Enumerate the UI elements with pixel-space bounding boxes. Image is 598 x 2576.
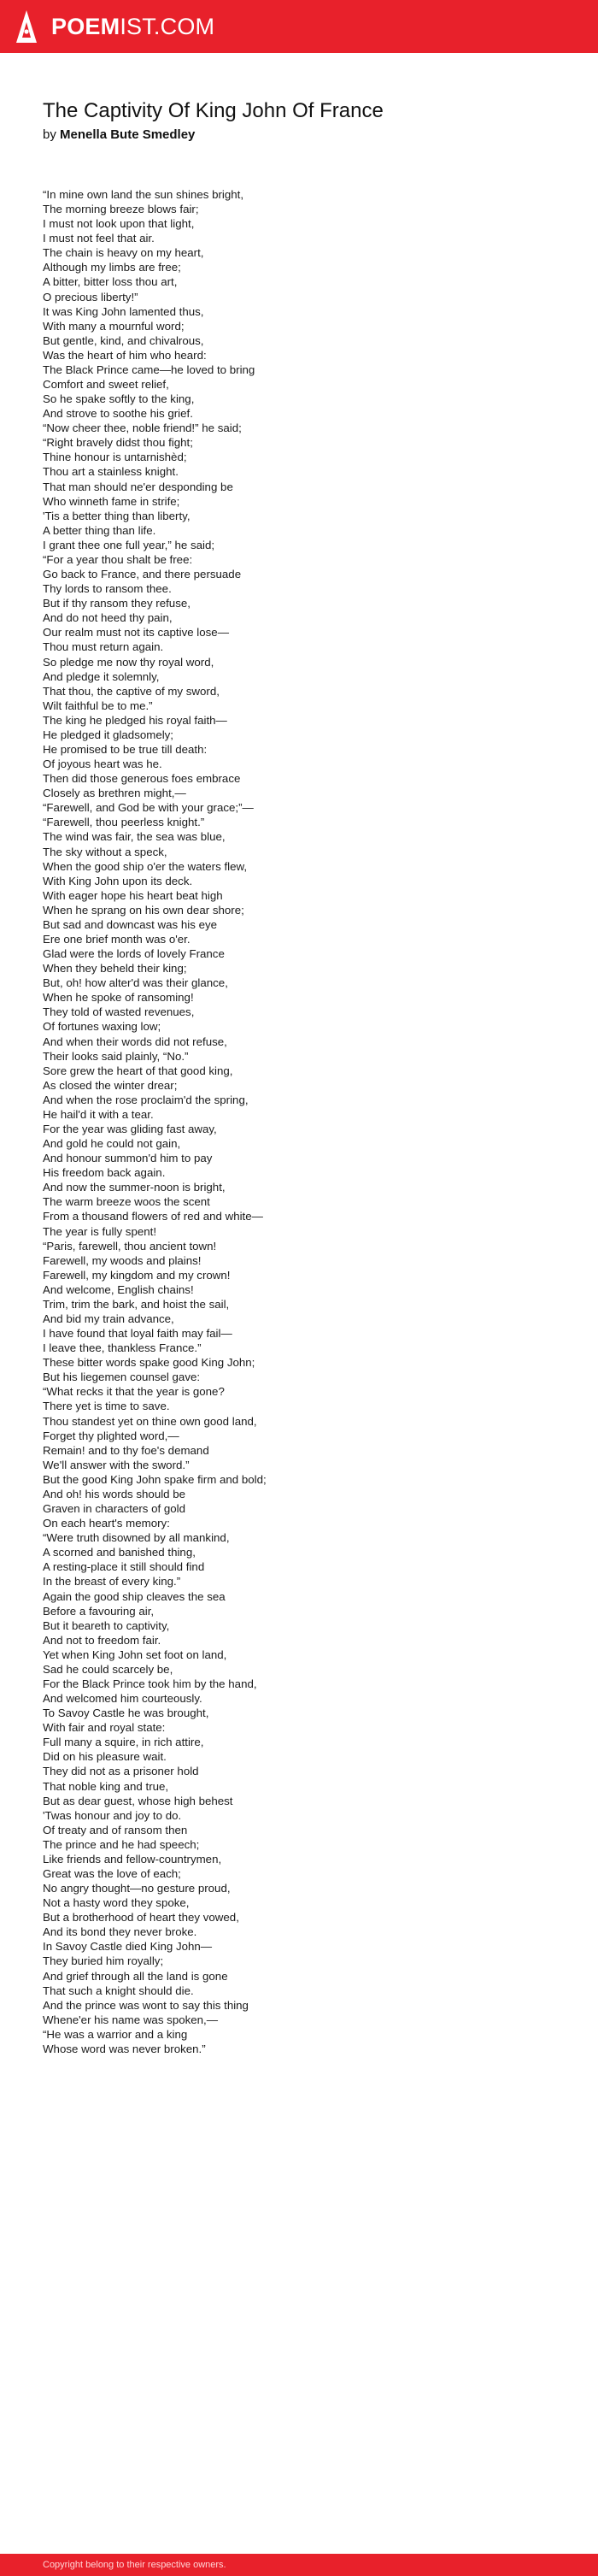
poem-line: And strove to soothe his grief.: [43, 407, 193, 421]
poem-line: I leave thee, thankless France.”: [43, 1341, 202, 1355]
poem-line: Comfort and sweet relief,: [43, 378, 169, 392]
poem-byline: [43, 127, 195, 144]
poem-line: From a thousand flowers of red and white—: [43, 1210, 263, 1223]
poem-line: As closed the winter drear;: [43, 1078, 178, 1092]
poem-line: A better thing than life.: [43, 523, 156, 537]
poem-line: When they beheld their king;: [43, 962, 187, 976]
poem-line: So pledge me now thy royal word,: [43, 655, 214, 669]
poem-line: Farewell, my kingdom and my crown!: [43, 1268, 231, 1282]
poem-line: “He was a warrior and a king: [43, 2027, 188, 2041]
poem-line: Of joyous heart was he.: [43, 757, 162, 771]
poem-line: So he spake softly to the king,: [43, 392, 195, 406]
poem-line: “What recks it that the year is gone?: [43, 1385, 225, 1399]
poem-line: The warm breeze woos the scent: [43, 1195, 210, 1209]
poem-line: O precious liberty!”: [43, 290, 138, 304]
poem-line: I grant thee one full year,” he said;: [43, 538, 215, 551]
poem-line: For the year was gliding fast away,: [43, 1123, 217, 1135]
poem-line: But his liegemen counsel gave:: [43, 1371, 201, 1384]
poem-line: That thou, the captive of my sword,: [43, 684, 220, 698]
poem-line: “Farewell, thou peerless knight.”: [43, 816, 205, 829]
poem-line: But the good King John spake firm and bold;: [43, 1472, 267, 1486]
poem-line: Of treaty and of ransom then: [43, 1823, 188, 1836]
poem-body: [43, 187, 572, 2056]
site-header: [0, 0, 598, 53]
poem-line: These bitter words spake good King John;: [43, 1356, 255, 1370]
logo-bold-text: POEM: [51, 14, 120, 39]
site-logo[interactable]: [51, 13, 214, 40]
poem-line: Glad were the lords of lovely France: [43, 947, 225, 961]
author-link[interactable]: Menella Bute Smedley: [60, 127, 196, 142]
poem-line: Thou art a stainless knight.: [43, 465, 179, 479]
poem-line: Trim, trim the bark, and hoist the sail,: [43, 1297, 230, 1311]
poem-line: And gold he could not gain,: [43, 1137, 181, 1151]
poem-line: Remain! and to thy foe's demand: [43, 1443, 209, 1457]
poem-line: A scorned and banished thing,: [43, 1546, 196, 1559]
poem-line: And honour summon'd him to pay: [43, 1152, 213, 1165]
poem-line: Of fortunes waxing low;: [43, 1020, 161, 1034]
poem-line: Thine honour is untarnishèd;: [43, 451, 187, 464]
poem-line: And now the summer-noon is bright,: [43, 1181, 226, 1194]
poem-line: The wind was fair, the sea was blue,: [43, 830, 226, 844]
poem-line: 'Tis a better thing than liberty,: [43, 509, 191, 522]
poem-line: Was the heart of him who heard:: [43, 348, 207, 362]
poem-line: Again the good ship cleaves the sea: [43, 1589, 226, 1603]
poem-line: And its bond they never broke.: [43, 1925, 197, 1939]
poem-line: With eager hope his heart beat high: [43, 888, 223, 902]
poem-line: But, oh! how alter'd was their glance,: [43, 976, 228, 990]
poem-line: Sad he could scarcely be,: [43, 1662, 173, 1676]
poem-line: In the breast of every king.”: [43, 1575, 181, 1589]
poem-line: He promised to be true till death:: [43, 742, 208, 756]
poem-line: With many a mournful word;: [43, 319, 185, 333]
poem-line: But gentle, kind, and chivalrous,: [43, 333, 204, 347]
poem-line: Sore grew the heart of that good king,: [43, 1064, 233, 1077]
poem-line: When the good ship o'er the waters flew,: [43, 859, 248, 873]
poem-line: Go back to France, and there persuade: [43, 568, 242, 581]
poem-line: Graven in characters of gold: [43, 1502, 186, 1516]
pen-nib-icon[interactable]: [15, 9, 38, 44]
poem-line: Who winneth fame in strife;: [43, 494, 180, 508]
poem-line: Although my limbs are free;: [43, 261, 181, 274]
poem-line: Not a hasty word they spoke,: [43, 1896, 190, 1910]
poem-line: And welcome, English chains!: [43, 1282, 194, 1296]
poem-line: A resting-place it still should find: [43, 1560, 205, 1574]
poem-line: And pledge it solemnly,: [43, 669, 160, 683]
poem-line: “Were truth disowned by all mankind,: [43, 1531, 230, 1545]
poem-line: His freedom back again.: [43, 1166, 166, 1180]
poem-line: When he sprang on his own dear shore;: [43, 903, 244, 917]
poem-line: Whose word was never broken.”: [43, 2042, 206, 2055]
poem-line: And the prince was wont to say this thing: [43, 1998, 249, 2012]
poem-line: No angry thought—no gesture proud,: [43, 1882, 231, 1895]
poem-line: And do not heed thy pain,: [43, 611, 173, 625]
poem-line: Forget thy plighted word,—: [43, 1429, 179, 1442]
poem-line: Our realm must not its captive lose—: [43, 626, 229, 640]
by-label: by: [43, 127, 56, 142]
poem-line: For the Black Prince took him by the hand,: [43, 1677, 257, 1690]
poem-line: They told of wasted revenues,: [43, 1005, 195, 1019]
poem-line: A bitter, bitter loss thou art,: [43, 275, 178, 289]
poem-line: The king he pledged his royal faith—: [43, 713, 227, 727]
poem-line: The sky without a speck,: [43, 845, 167, 858]
poem-line: Thou must return again.: [43, 640, 164, 654]
poem-line: And bid my train advance,: [43, 1312, 174, 1326]
poem-line: That man should ne'er desponding be: [43, 480, 233, 493]
poem-line: With fair and royal state:: [43, 1721, 166, 1735]
poem-line: There yet is time to save.: [43, 1400, 170, 1413]
poem-line: I must not feel that air.: [43, 232, 155, 245]
poem-line: But a brotherhood of heart they vowed,: [43, 1911, 239, 1925]
poem-line: With King John upon its deck.: [43, 874, 193, 887]
poem-line: The year is fully spent!: [43, 1224, 157, 1238]
poem-line: The prince and he had speech;: [43, 1837, 200, 1851]
poem-line: Great was the love of each;: [43, 1866, 181, 1880]
poem-line: “Now cheer thee, noble friend!” he said;: [43, 421, 242, 435]
poem-line: He hail'd it with a tear.: [43, 1107, 154, 1121]
poem-line: They buried him royally;: [43, 1954, 164, 1968]
poem-line: And grief through all the land is gone: [43, 1969, 228, 1983]
poem-line: “Paris, farewell, thou ancient town!: [43, 1239, 217, 1253]
poem-line: Full many a squire, in rich attire,: [43, 1736, 204, 1749]
poem-line: Ere one brief month was o'er.: [43, 932, 191, 946]
poem-line: “Farewell, and God be with your grace;”—: [43, 801, 254, 815]
poem-line: But it beareth to captivity,: [43, 1618, 170, 1632]
logo-regular-text: IST.COM: [120, 14, 215, 39]
poem-line: That noble king and true,: [43, 1779, 169, 1793]
poem-line: Like friends and fellow-countrymen,: [43, 1852, 222, 1866]
poem-line: And when the rose proclaim'd the spring,: [43, 1093, 249, 1106]
poem-line: That such a knight should die.: [43, 1984, 194, 1997]
poem-line: Thou standest yet on thine own good land,: [43, 1414, 257, 1428]
poem-line: When he spoke of ransoming!: [43, 991, 194, 1005]
poem-line: The Black Prince came—he loved to bring: [43, 363, 255, 376]
poem-line: Before a favouring air,: [43, 1604, 155, 1618]
poem-line: And not to freedom fair.: [43, 1633, 161, 1647]
poem-line: Their looks said plainly, “No.”: [43, 1049, 189, 1063]
poem-line: Thy lords to ransom thee.: [43, 582, 172, 596]
poem-line: We'll answer with the sword.”: [43, 1458, 190, 1471]
poem-line: The morning breeze blows fair;: [43, 203, 199, 216]
poem-line: But as dear guest, whose high behest: [43, 1794, 233, 1807]
poem-line: 'Twas honour and joy to do.: [43, 1808, 182, 1822]
copyright-text: Copyright belong to their respective owners.: [43, 2560, 226, 2570]
poem-line: Then did those generous foes embrace: [43, 772, 241, 786]
poem-line: Whene'er his name was spoken,—: [43, 2013, 219, 2026]
poem-line: They did not as a prisoner hold: [43, 1765, 199, 1778]
poem-line: But if thy ransom they refuse,: [43, 597, 191, 610]
poem-line: Farewell, my woods and plains!: [43, 1253, 202, 1267]
poem-line: On each heart's memory:: [43, 1517, 170, 1530]
poem-line: “Right bravely didst thou fight;: [43, 436, 193, 450]
poem-line: “For a year thou shalt be free:: [43, 552, 193, 566]
poem-line: He pledged it gladsomely;: [43, 728, 174, 741]
poem-line: I must not look upon that light,: [43, 217, 195, 231]
poem-line: But sad and downcast was his eye: [43, 917, 218, 931]
poem-line: To Savoy Castle he was brought,: [43, 1707, 209, 1720]
poem-line: Closely as brethren might,—: [43, 787, 186, 800]
poem-line: It was King John lamented thus,: [43, 304, 204, 318]
poem-line: Yet when King John set foot on land,: [43, 1648, 227, 1661]
poem-line: Wilt faithful be to me.”: [43, 699, 153, 712]
poem-line: And when their words did not refuse,: [43, 1035, 227, 1048]
site-footer: [0, 2554, 598, 2576]
poem-line: The chain is heavy on my heart,: [43, 246, 204, 260]
poem-line: Did on his pleasure wait.: [43, 1750, 167, 1764]
poem-title: The Captivity Of King John Of France: [43, 99, 384, 122]
poem-line: “In mine own land the sun shines bright,: [43, 188, 244, 201]
poem-line: And oh! his words should be: [43, 1487, 186, 1500]
poem-line: In Savoy Castle died King John—: [43, 1940, 213, 1954]
poem-line: And welcomed him courteously.: [43, 1692, 202, 1706]
poem-line: I have found that loyal faith may fail—: [43, 1327, 232, 1341]
